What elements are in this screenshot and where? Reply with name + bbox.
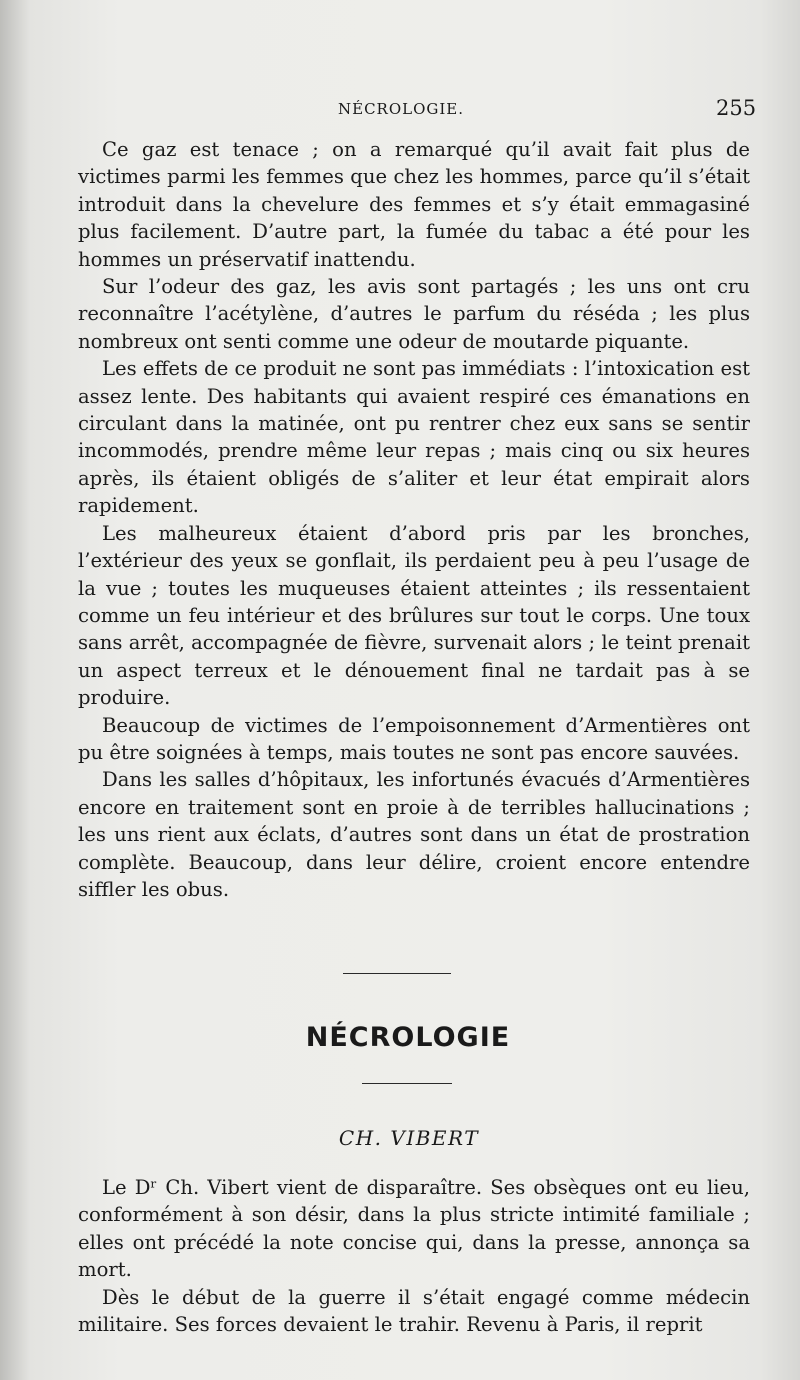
obituary-body (78, 1174, 750, 1338)
section-divider-bottom (362, 1083, 452, 1084)
section-divider-top (343, 973, 451, 974)
page-number: 255 (716, 96, 757, 120)
running-head (0, 96, 800, 124)
paragraph: Sur l’odeur des gaz, les avis sont partagés ; les uns ont cru reconnaître l’acétylène, d’autres le parfum du réséda ; les plus nombreux ont senti comme une odeur de moutarde piquante. (78, 275, 750, 353)
obituary-name: CH. VIBERT (338, 1126, 480, 1150)
paragraph: Dès le début de la guerre il s’était engagé comme médecin militaire. Ses forces devaient le trahir. Revenu à Paris, il reprit (78, 1285, 750, 1337)
section-title: NÉCROLOGIE (305, 1022, 511, 1053)
paragraph: Dans les salles d’hôpitaux, les infortunés évacués d’Armentières encore en traitement sont en proie à de terribles hallucinations ; les uns rient aux éclats, d’autres sont dans un état de prostration complète. Beaucoup, dans leur délire, croient encore entendre siffler les obus. (78, 768, 750, 901)
paragraph: Les effets de ce produit ne sont pas immédiats : l’intoxication est assez lente. Des habitants qui avaient respiré ces émanations en circulant dans la matinée, ont pu rentrer chez eux sans se sentir incommodés, prendre même leur repas ; mais cinq ou six heures après, ils étaient obligés de s’aliter et leur état empirait alors rapidement. (78, 357, 750, 518)
paragraph: Ce gaz est tenace ; on a remarqué qu’il avait fait plus de victimes parmi les femmes que chez les hommes, parce qu’il s’était introduit dans la chevelure des femmes et s’y était emmagasiné plus facilement. D’autre part, la fumée du tabac a été pour les hommes un préservatif inattendu. (78, 138, 750, 271)
running-title: NÉCROLOGIE. (338, 100, 465, 118)
article-body (78, 136, 750, 903)
paragraph: Les malheureux étaient d’abord pris par les bronches, l’extérieur des yeux se gonflait, ils perdaient peu à peu l’usage de la vue ; toutes les muqueuses étaient atteintes ; ils ressentaient comme un feu intérieur et des brûlures sur tout le corps. Une toux sans arrêt, accompagnée de fièvre, survenait alors ; le teint prenait un aspect terreux et le dénouement final ne tardait pas à se produire. (78, 521, 750, 710)
paragraph: Le Dʳ Ch. Vibert vient de disparaître. Ses obsèques ont eu lieu, conformément à son désir, dans la plus stricte intimité familiale ; elles ont précédé la note concise qui, dans la presse, annonça sa mort. (78, 1176, 750, 1282)
paragraph: Beaucoup de victimes de l’empoisonnement d’Armentières ont pu être soignées à temps, mais toutes ne sont pas encore sauvées. (78, 713, 750, 764)
